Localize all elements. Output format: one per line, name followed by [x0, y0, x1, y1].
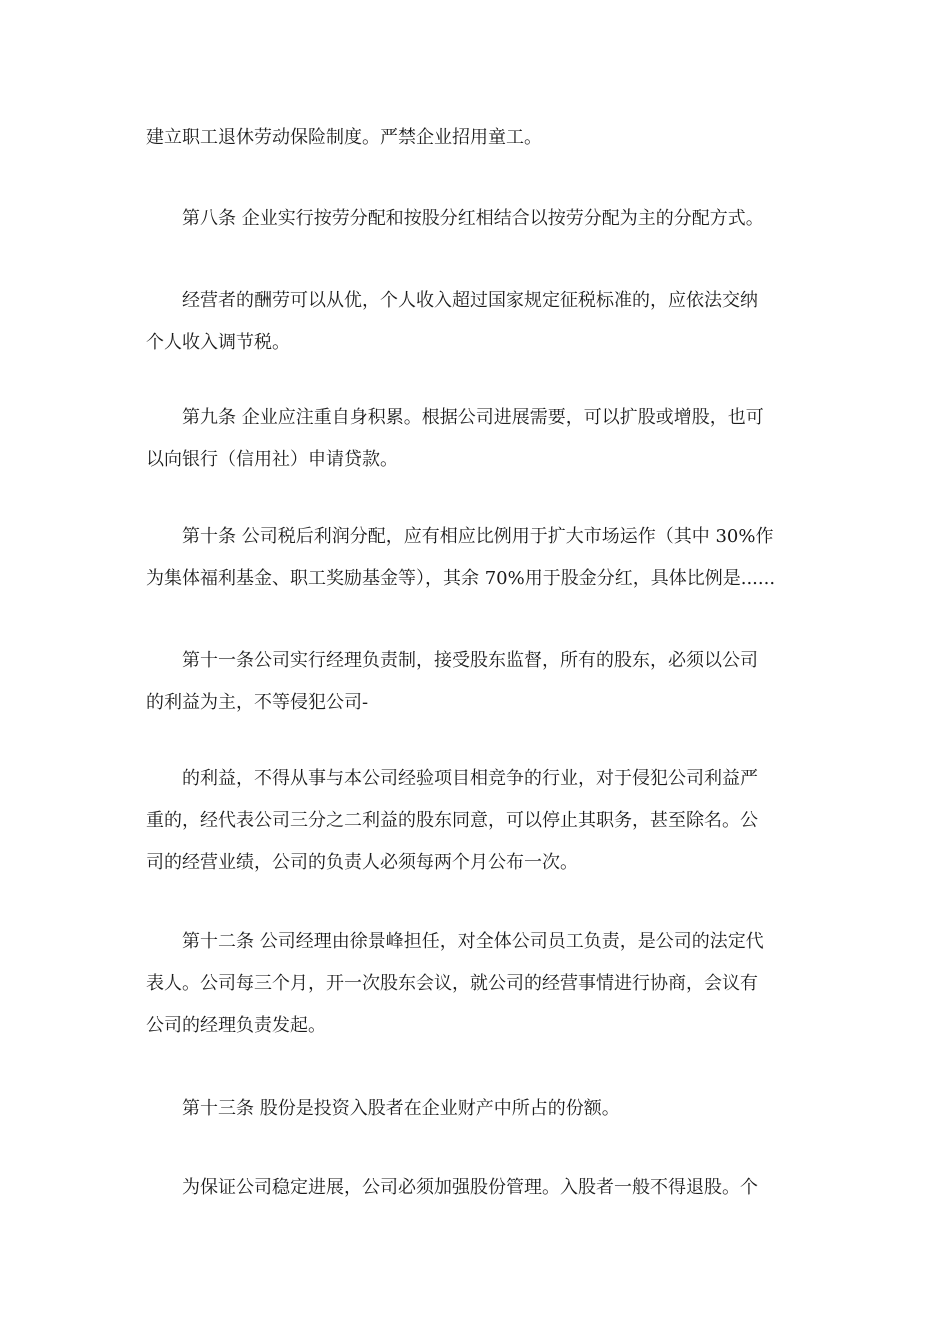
text-line: 第十三条 股份是投资入股者在企业财产中所占的份额。 [182, 1098, 620, 1119]
text-line: 第九条 企业应注重自身积累。根据公司进展需要，可以扩股或增股，也可 [182, 407, 764, 428]
paragraph-continuation [146, 117, 806, 159]
text-line: 个人收入调节税。 [146, 332, 290, 353]
paragraph-remuneration [146, 280, 806, 364]
text-line: 为保证公司稳定进展，公司必须加强股份管理。入股者一般不得退股。个 [182, 1177, 758, 1198]
text-line: 第十一条公司实行经理负责制，接受股东监督，所有的股东，必须以公司 [182, 650, 758, 671]
text-line: 的利益为主，不等侵犯公司- [146, 692, 369, 713]
text-line: 第十条 公司税后利润分配，应有相应比例用于扩大市场运作（其中 30%作 [182, 526, 774, 547]
paragraph-share-management [146, 1167, 806, 1209]
article-12 [146, 921, 806, 1047]
text-line: 为集体福利基金、职工奖励基金等），其余 70%用于股金分红，具体比例是...... [146, 568, 776, 589]
text-line: 表人。公司每三个月，开一次股东会议，就公司的经营事情进行协商，会议有 [146, 973, 758, 994]
article-13 [146, 1088, 806, 1130]
paragraph-interests [146, 758, 806, 884]
text-line: 经营者的酬劳可以从优，个人收入超过国家规定征税标准的，应依法交纳 [182, 290, 758, 311]
article-11 [146, 640, 806, 724]
text-line: 的利益，不得从事与本公司经验项目相竞争的行业，对于侵犯公司利益严 [182, 768, 758, 789]
text-line: 第八条 企业实行按劳分配和按股分红相结合以按劳分配为主的分配方式。 [182, 208, 764, 229]
article-8 [146, 198, 806, 240]
text-line: 重的，经代表公司三分之二利益的股东同意，可以停止其职务，甚至除名。公 [146, 810, 758, 831]
text-line: 建立职工退休劳动保险制度。严禁企业招用童工。 [146, 127, 542, 148]
article-10 [146, 516, 806, 600]
article-9 [146, 397, 806, 481]
text-line: 以向银行（信用社）申请贷款。 [146, 449, 398, 470]
text-line: 司的经营业绩，公司的负责人必须每两个月公布一次。 [146, 852, 578, 873]
text-line: 公司的经理负责发起。 [146, 1015, 326, 1036]
text-line: 第十二条 公司经理由徐景峰担任，对全体公司员工负责，是公司的法定代 [182, 931, 764, 952]
